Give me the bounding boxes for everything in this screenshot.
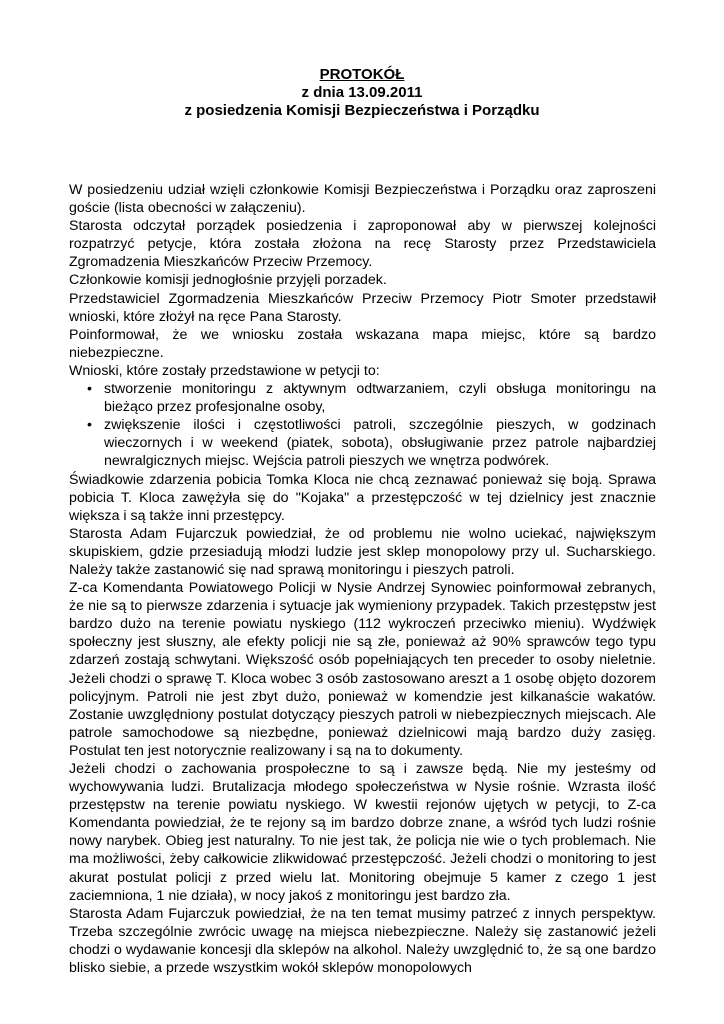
paragraph: Wnioski, które zostały przedstawione w petycji to: (69, 362, 380, 379)
list-item (69, 416, 656, 470)
paragraph: Poinformował, że we wniosku została wskazana mapa miejsc, które są bardzo niebezpieczne. (69, 326, 656, 361)
paragraph: Jeżeli chodzi o zachowania prospołeczne to są i zawsze będą. Nie my jesteśmy od wychowywania ludzi. Brutalizacja młodego społeczeństwa w Nysie rośnie. Wzrasta ilość przestępstw na terenie powiatu nyskiego. W kwestii rejonów ujętych w petycji, to Z-ca Komendanta powiedział, że te rejony są im bardzo dobrze znane, a wśród tych ludzi rośnie nowy narybek. Obieg jest naturalny. To nie jest tak, że policja nie wie o tych problemach. Nie ma możliwości, żeby całkowicie zlikwidować przestępczość. Jeżeli chodzi o monitoring to jest akurat postulat policji z przed wielu lat. Monitoring obejmuje 5 kamer z czego 1 jest zaciemniona, 1 nie działa), w nocy jakoś z monitoringu jest bardzo zła. (69, 761, 656, 904)
paragraph: Z-ca Komendanta Powiatowego Policji w Nysie Andrzej Synowiec poinformował zebranych, że nie są to pierwsze zdarzenia i sytuacje jak wymieniony przypadek. Takich przestępstw jest bardzo dużo na terenie powiatu nyskiego (112 wykroczeń przeciwko mieniu). Wydźwięk społeczny jest słuszny, ale efekty policji nie są złe, ponieważ aż 90% sprawców tego typu zdarzeń zostają schwytani. Większość osób popełniających ten preceder to osoby nieletnie. Jeżeli chodzi o sprawę T. Kloca wobec 3 osób zastosowano areszt a 1 osobę objęto dozorem policyjnym. Patroli nie jest zbyt dużo, ponieważ w komendzie jest kilkanaście wakatów. Zostanie uwzględniony postulat dotyczący pieszych patroli w niebezpiecznych miejscach. Ale patrole samochodowe są niezbędne, ponieważ dzielnicowi mają bardzo duży zasięg. Postulat ten jest notorycznie realizowany i są na to dokumenty. (69, 580, 656, 759)
paragraph: Starosta Adam Fujarczuk powiedział, że na ten temat musimy patrzeć z innych perspektyw. Trzeba szczególnie zwrócic uwagę na miejsca niebezpieczne. Należy się zastanowić jeżeli chodzi o wydawanie koncesji dla sklepów na alkohol. Należy uwzględnić to, że są one bardzo blisko siebie, a przede wszystkim wokół sklepów monopolowych (69, 905, 656, 977)
paragraph: Starosta Adam Fujarczuk powiedział, że od problemu nie wolno uciekać, największym skupiskiem, gdzie przesiadują młodzi ludzie jest sklep monopolowy przy ul. Sucharskiego. Należy także zastanowić się nad sprawą monitoringu i pieszych patroli. (69, 525, 656, 578)
paragraph: Przedstawiciel Zgormadzenia Mieszkańców Przeciw Przemocy Piotr Smoter przedstawił wnioski, które złożył na ręce Pana Starosty. (69, 290, 656, 325)
bullet-icon: • (87, 417, 92, 434)
document-header (0, 66, 724, 120)
list-item-text: stworzenie monitoringu z aktywnym odtwarzaniem, czyli obsługa monitoringu na bieżąco przez profesjonalne osoby, (104, 381, 656, 416)
paragraph: Członkowie komisji jednogłośnie przyjęli porzadek. (69, 272, 387, 289)
document-subtitle: z posiedzenia Komisji Bezpieczeństwa i Porządku (184, 102, 540, 119)
list-item (69, 380, 656, 416)
document-title: PROTOKÓŁ (319, 66, 405, 83)
paragraph: Starosta odczytał porządek posiedzenia i zaproponował aby w pierwszej kolejności rozpatrzyć petycje, która została złożona na recę Starosty przez Przedstawiciela Zgromadzenia Mieszkańców Przeciw Przemocy. (69, 218, 656, 271)
list-item-text: zwiększenie ilości i częstotliwości patroli, szczególnie pieszych, w godzinach wieczornych i w weekend (piatek, sobota), obsługiwanie przez patrole najbardziej newralgicznych miejsc. Wejścia patroli pieszych we wnętrza podwórek. (104, 417, 656, 470)
document-date: z dnia 13.09.2011 (301, 84, 423, 101)
paragraph: W posiedzeniu udział wzięli członkowie Komisji Bezpieczeństwa i Porządku oraz zaproszeni goście (lista obecności w załączeniu). (69, 182, 656, 217)
paragraph: Świadkowie zdarzenia pobicia Tomka Kloca nie chcą zeznawać ponieważ się boją. Sprawa pobicia T. Kloca zawężyła się do "Kojaka" a przestępczość w tej dzielnicy jest znacznie większa i są także inni przestępcy. (69, 471, 656, 524)
document-body (69, 181, 656, 977)
bullet-icon: • (87, 381, 92, 398)
petition-requests-list (69, 380, 656, 470)
